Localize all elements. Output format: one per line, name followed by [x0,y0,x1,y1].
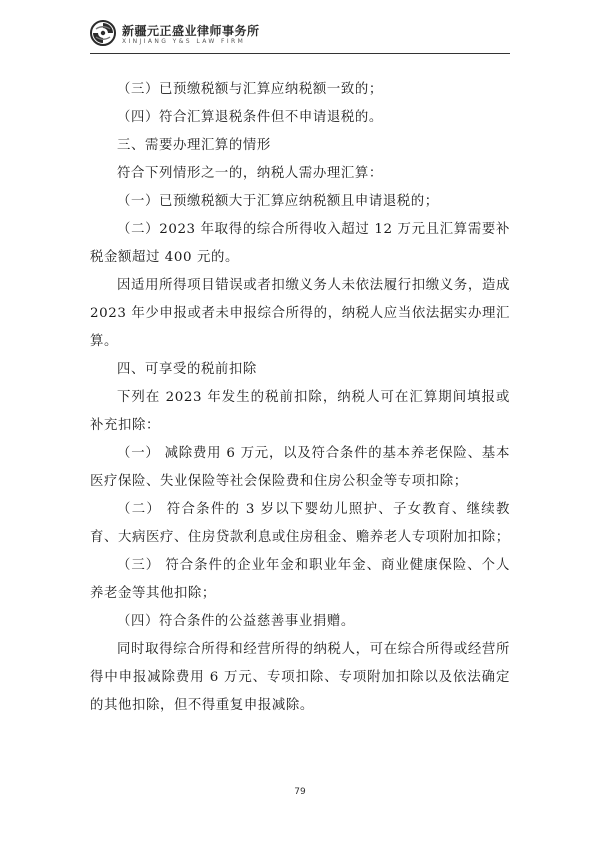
paragraph: 下列在 2023 年发生的税前扣除，纳税人可在汇算期间填报或补充扣除： [90,390,510,433]
paragraph: （一）已预缴税额大于汇算应纳税额且申请退税的； [117,194,439,209]
header-divider [90,53,510,54]
paragraph: （三） 符合条件的企业年金和职业年金、商业健康保险、个人养老金等其他扣除； [90,558,510,601]
paragraph: （四）符合汇算退税条件但不申请退税的。 [117,110,383,125]
paragraph: （三）已预缴税额与汇算应纳税额一致的； [117,82,383,97]
firm-name-english: XINJIANG Y&S LAW FIRM [122,38,246,45]
section-heading: 四、可享受的税前扣除 [117,362,257,377]
paragraph: 符合下列情形之一的，纳税人需办理汇算： [117,166,383,181]
firm-name-chinese: 新疆元正盛业律师事务所 [122,24,260,38]
paragraph: （四）符合条件的公益慈善事业捐赠。 [117,614,355,629]
paragraph: 同时取得综合所得和经营所得的纳税人，可在综合所得或经营所得中申报减除费用 6 万元、专项扣除、专项附加扣除以及依法确定的其他扣除，但不得重复申报减除。 [90,642,510,713]
section-heading: 三、需要办理汇算的情形 [117,138,271,153]
paragraph: （二） 符合条件的 3 岁以下婴幼儿照护、子女教育、继续教育、大病医疗、住房贷款利息或住房租金、赡养老人专项附加扣除； [90,502,510,545]
firm-logo-icon [90,20,116,46]
document-body [90,76,510,720]
paragraph: （二）2023 年取得的综合所得收入超过 12 万元且汇算需要补税金额超过 400 元的。 [90,222,510,265]
paragraph: 因适用所得项目错误或者扣缴义务人未依法履行扣缴义务，造成 2023 年少申报或者未申报综合所得的，纳税人应当依法据实办理汇算。 [90,278,510,349]
letterhead [90,20,510,50]
page-number: 79 [294,787,306,797]
paragraph: （一） 减除费用 6 万元，以及符合条件的基本养老保险、基本医疗保险、失业保险等社会保险费和住房公积金等专项扣除； [90,446,510,489]
